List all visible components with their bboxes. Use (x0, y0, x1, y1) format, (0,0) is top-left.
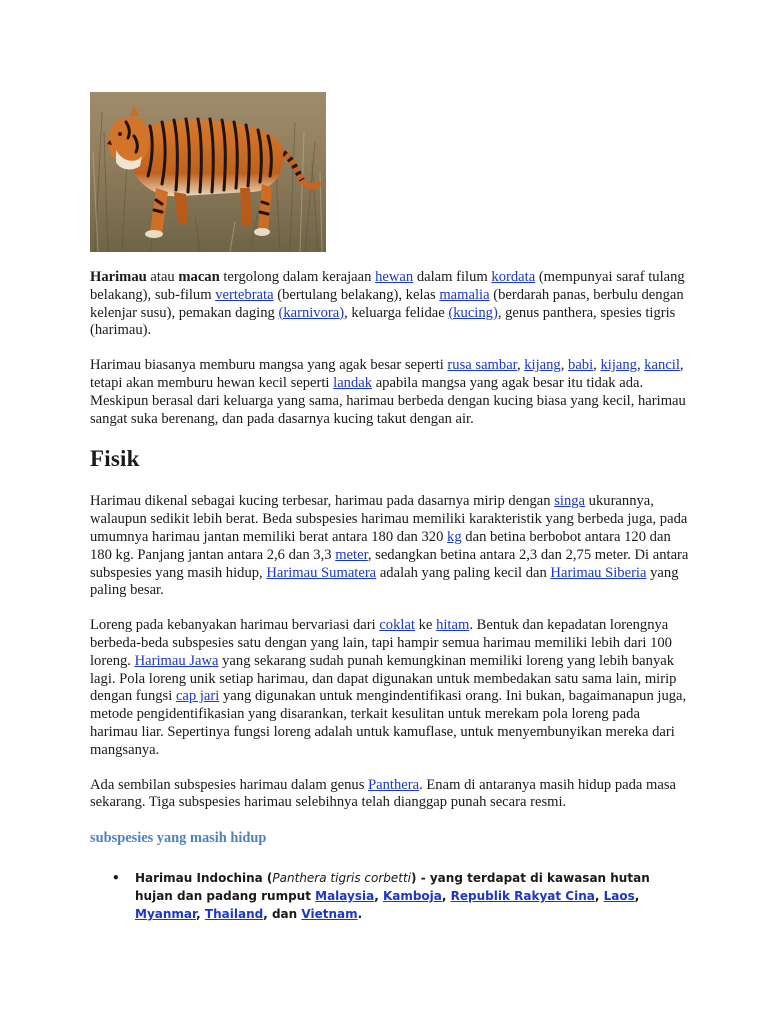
text: , (594, 889, 604, 904)
link-cap-jari[interactable]: cap jari (175, 688, 220, 705)
text: , (441, 889, 451, 904)
text: tergolong dalam kerajaan (219, 269, 376, 285)
text: . Enam di antaranya masih hidup pada masa sekarang. Tiga subspesies harimau selebihnya telah dianggap punah secara resmi. (90, 776, 677, 811)
link-kijang-2[interactable]: kijang (600, 357, 637, 374)
text: Ada sembilan subspesies harimau dalam genus (90, 776, 369, 793)
text: (bertulang belakang), kelas (273, 286, 440, 303)
document-page (90, 92, 690, 923)
link-kancil[interactable]: kancil (644, 357, 680, 374)
link-rusa-sambar[interactable]: rusa sambar (447, 357, 517, 374)
link-laos[interactable]: Laos (603, 889, 635, 904)
link-myanmar[interactable]: Myanmar (135, 907, 197, 922)
text: dalam filum (413, 269, 492, 285)
tiger-photo (90, 92, 326, 252)
link-hewan[interactable]: hewan (375, 269, 414, 285)
bullet-icon: • (112, 871, 120, 886)
text: ) - yang terdapat di kawasan hutan hujan dan padang rumput (135, 871, 650, 904)
text: dan betina berbobot antara 120 dan 180 kg. Panjang jantan antara 2,6 dan 3,3 (90, 528, 671, 563)
text: , genus panthera, spesies tigris (harimau). (90, 304, 676, 339)
stripes-paragraph (90, 617, 690, 759)
text: , (516, 357, 525, 374)
text: Loreng pada kebanyakan harimau bervariasi dari (90, 617, 380, 634)
link-kordata[interactable]: kordata (491, 269, 536, 285)
text: , (196, 907, 205, 922)
text: atau (146, 269, 179, 285)
scientific-name: Panthera tigris corbetti (272, 871, 412, 886)
text: (mempunyai saraf tulang belakang), sub-filum (90, 269, 685, 303)
text: , (560, 357, 569, 374)
text: , (636, 357, 645, 374)
text: , (374, 889, 383, 904)
link-panthera[interactable]: Panthera (368, 776, 420, 793)
link-thailand[interactable]: Thailand (204, 907, 264, 922)
link-meter[interactable]: meter (335, 546, 368, 563)
term-macan: macan (178, 269, 220, 285)
text: ukurannya, walaupun sedikit lebih berat. Beda subspesies harimau memiliki karakteristik yang berbeda juga, pada umumnya harimau jantan memiliki berat antara 180 dan 320 (90, 493, 688, 545)
text: , dan (263, 907, 302, 922)
subspecies-list (90, 869, 690, 923)
text: adalah yang paling kecil dan (376, 564, 551, 581)
prey-paragraph (90, 357, 690, 428)
link-kucing[interactable]: (kucing) (448, 304, 498, 321)
link-harimau-sumatera[interactable]: Harimau Sumatera (266, 564, 377, 581)
text: Harimau biasanya memburu mangsa yang agak besar seperti (90, 357, 448, 374)
link-vertebrata[interactable]: vertebrata (215, 286, 274, 303)
link-mamalia[interactable]: mamalia (439, 286, 490, 303)
text: yang digunakan untuk mengindentifikasi orang. Ini bukan, bagaimanapun juga, metode pengidentifikasian yang disarankan, terkait kesulitan untuk merekam pola loreng pada harimau liar. Sepertinya fungsi loreng adalah untuk kamuflase, untuk menyembunyikan mereka dari mangsanya. (90, 688, 687, 758)
link-coklat[interactable]: coklat (379, 617, 415, 634)
link-babi[interactable]: babi (568, 357, 594, 374)
link-landak[interactable]: landak (333, 374, 373, 391)
link-hitam[interactable]: hitam (436, 617, 470, 634)
text: , (593, 357, 601, 374)
link-kamboja[interactable]: Kamboja (382, 889, 442, 904)
intro-paragraph (90, 269, 690, 340)
subsection-heading: subspesies yang masih hidup (90, 830, 267, 847)
list-item (90, 869, 690, 923)
text: yang paling besar. (90, 564, 679, 599)
term-harimau: Harimau (90, 269, 147, 285)
text: , keluarga felidae (344, 304, 449, 321)
link-malaysia[interactable]: Malaysia (315, 889, 375, 904)
link-kijang[interactable]: kijang (524, 357, 561, 374)
link-harimau-siberia[interactable]: Harimau Siberia (550, 564, 647, 581)
text: . (357, 907, 363, 922)
size-paragraph (90, 493, 690, 600)
subspecies-paragraph (90, 777, 690, 813)
link-singa[interactable]: singa (554, 493, 586, 510)
text: (berdarah panas, berbulu dengan kelenjar susu), pemakan daging (90, 286, 684, 321)
text: , sedangkan betina antara 2,3 dan 2,75 meter. Di antara subspesies yang masih hidup, (90, 546, 689, 581)
link-harimau-jawa[interactable]: Harimau Jawa (134, 652, 219, 669)
text: Harimau dikenal sebagai kucing terbesar, harimau pada dasarnya mirip dengan (90, 493, 555, 510)
text: apabila mangsa yang agak besar itu tidak ada. Meskipun berasal dari keluarga yang sama, harimau berbeda dengan kucing biasa yang kecil, harimau sangat suka berenang, dan pada dasarnya kucing takut dengan air. (90, 374, 686, 427)
text: ke (414, 617, 437, 634)
section-heading-fisik: Fisik (90, 446, 140, 472)
text: , tetapi akan memburu hewan kecil seperti (90, 357, 684, 391)
link-kg[interactable]: kg (447, 528, 462, 545)
text: Harimau Indochina ( (135, 871, 273, 886)
text: . Bentuk dan kepadatan lorengnya berbeda-beda subspesies satu dengan yang lain, tapi hampir semua harimau memiliki lebih dari 100 loreng. (90, 617, 672, 669)
link-republik-rakyat-cina[interactable]: Republik Rakyat Cina (450, 889, 595, 904)
text: , (634, 889, 640, 904)
link-karnivora[interactable]: (karnivora) (278, 304, 345, 321)
link-vietnam[interactable]: Vietnam (301, 907, 358, 922)
text: yang sekarang sudah punah kemungkinan memiliki loreng yang lebih banyak lagi. Pola loreng unik setiap harimau, dan dapat digunakan untuk membedakan satu sama lain, mirip dengan fungsi (90, 652, 677, 705)
